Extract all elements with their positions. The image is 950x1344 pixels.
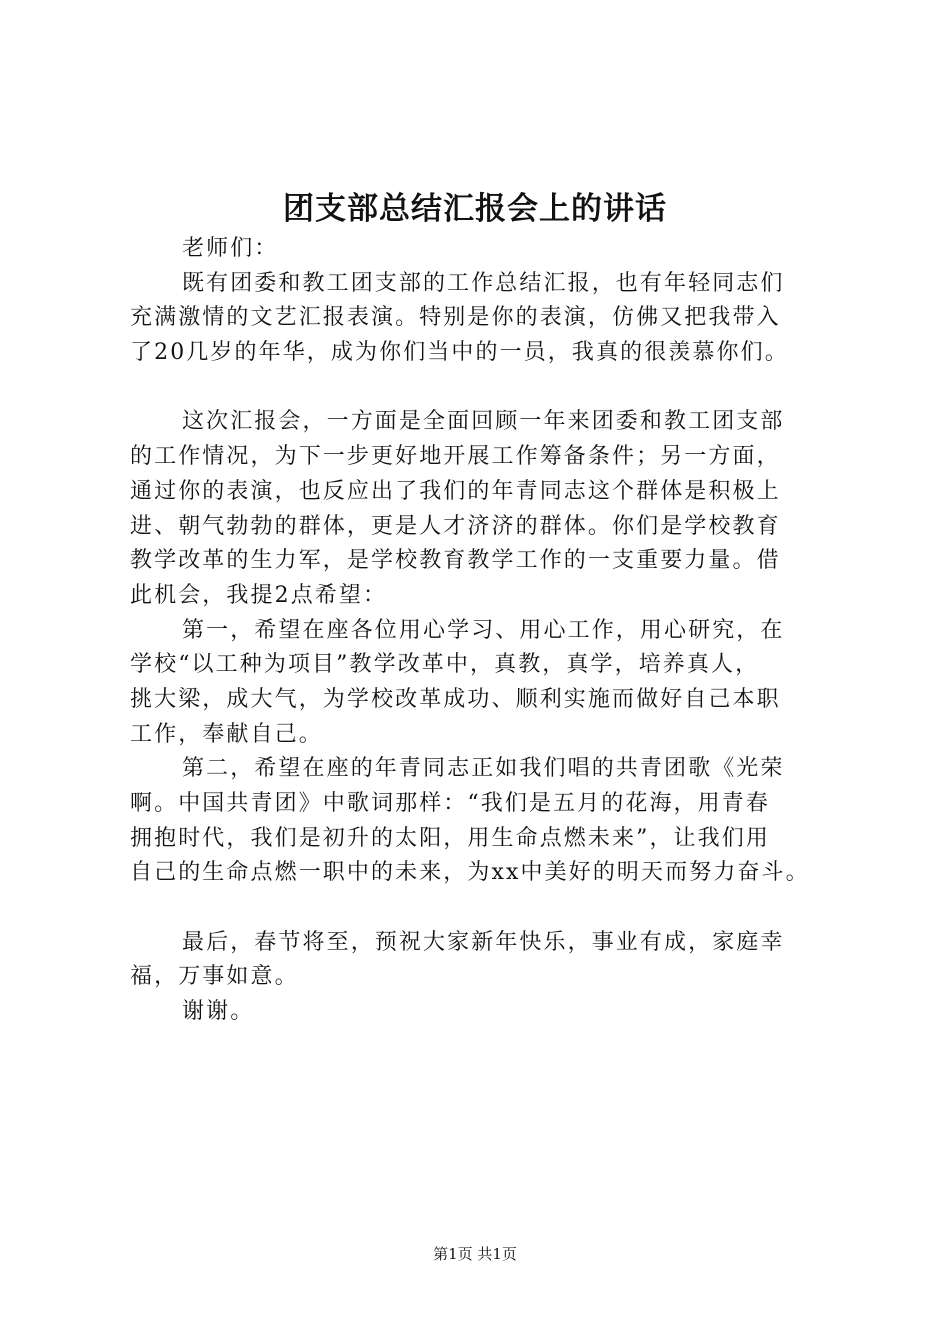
paragraph-line: 工作，奉献自己。: [130, 721, 323, 747]
paragraph-line: 进、朝气勃勃的群体，更是人才济济的群体。你们是学校教育: [130, 513, 781, 539]
closing-line: 谢谢。: [182, 999, 255, 1025]
paragraph-line: 福，万事如意。: [130, 964, 299, 990]
blank-line: [130, 371, 830, 406]
paragraph-line: 学校“以工种为项目”教学改革中，真教，真学，培养真人，: [130, 652, 760, 678]
salutation-line: 老师们：: [182, 236, 279, 261]
paragraph-line: 充满激情的文艺汇报表演。特别是你的表演，仿佛又把我带入: [130, 305, 781, 331]
document-title: 团支部总结汇报会上的讲话: [283, 191, 667, 227]
paragraph-line: 此机会，我提2点希望：: [130, 582, 388, 608]
paragraph-line: 拥抱时代，我们是初升的太阳，用生命点燃未来”，让我们用: [130, 825, 770, 851]
paragraph-line: 通过你的表演，也反应出了我们的年青同志这个群体是积极上: [130, 478, 781, 504]
paragraph-line: 第一，希望在座各位用心学习、用心工作，用心研究，在: [182, 617, 785, 643]
paragraph-line: 挑大梁，成大气，为学校改革成功、顺利实施而做好自己本职: [130, 686, 781, 712]
paragraph-line: 的工作情况，为下一步更好地开展工作筹备条件；另一方面，: [130, 444, 781, 470]
page-number-footer: 第1页 共1页: [433, 1245, 517, 1263]
paragraph-line: 教学改革的生力军，是学校教育教学工作的一支重要力量。借: [130, 548, 781, 574]
paragraph-line: 这次汇报会，一方面是全面回顾一年来团委和教工团支部: [182, 409, 785, 435]
paragraph-line: 啊。中国共青团》中歌词那样：“我们是五月的花海，用青春: [130, 791, 770, 816]
blank-line: [130, 891, 830, 926]
paragraph-line: 既有团委和教工团支部的工作总结汇报，也有年轻同志们: [182, 270, 785, 296]
document-body: [130, 232, 830, 1030]
paragraph-line: 最后，春节将至，预祝大家新年快乐，事业有成，家庭幸: [182, 929, 785, 955]
paragraph-line: 第二，希望在座的年青同志正如我们唱的共青团歌《光荣: [182, 756, 785, 782]
paragraph-line: 了20几岁的年华，成为你们当中的一员，我真的很羡慕你们。: [130, 340, 789, 366]
paragraph-line: 自己的生命点燃一职中的未来，为xx中美好的明天而努力奋斗。: [130, 860, 810, 886]
